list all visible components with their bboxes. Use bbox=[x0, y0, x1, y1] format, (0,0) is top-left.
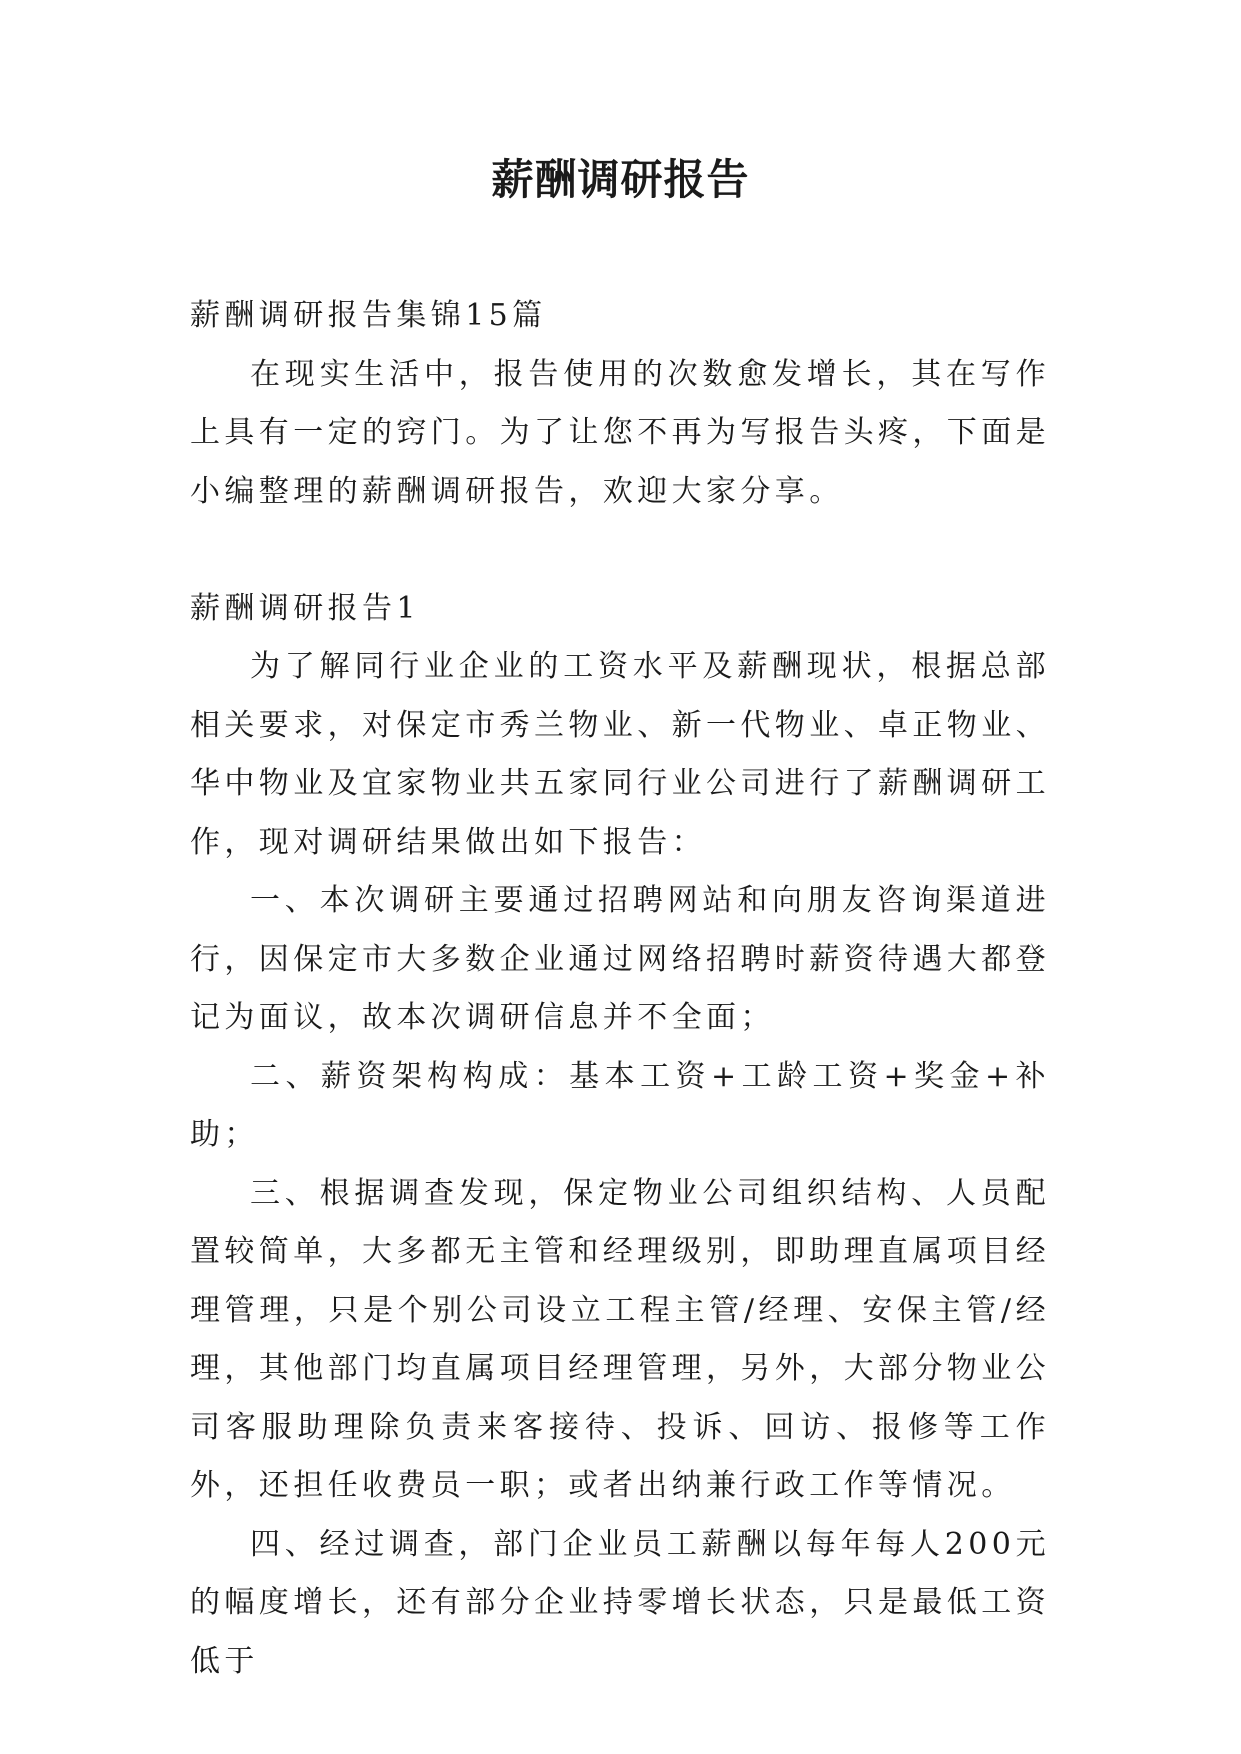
body-paragraph: 二、薪资架构构成：基本工资+工龄工资+奖金+补助； bbox=[190, 1058, 1050, 1152]
section-spacer bbox=[190, 521, 1050, 580]
body-paragraph: 一、本次调研主要通过招聘网站和向朋友咨询渠道进行，因保定市大多数企业通过网络招聘时薪资待遇大都登记为面议，故本次调研信息并不全面； bbox=[190, 883, 1050, 1035]
document-title: 薪酬调研报告 bbox=[491, 155, 750, 204]
body-paragraph: 为了解同行业企业的工资水平及薪酬现状，根据总部相关要求，对保定市秀兰物业、新一代物业、卓正物业、华中物业及宜家物业共五家同行业公司进行了薪酬调研工作，现对调研结果做出如下报告： bbox=[190, 649, 1050, 860]
section-heading: 薪酬调研报告1 bbox=[190, 590, 420, 626]
document-body bbox=[190, 287, 1050, 1691]
collection-heading: 薪酬调研报告集锦15篇 bbox=[190, 298, 547, 333]
body-paragraph: 三、根据调查发现，保定物业公司组织结构、人员配置较简单，大多都无主管和经理级别，即助理直属项目经理管理，只是个别公司设立工程主管/经理、安保主管/经理，其他部门均直属项目经理管理，另外，大部分物业公司客服助理除负责来客接待、投诉、回访、报修等工作外，还担任收费员一职；或者出纳兼行政工作等情况。 bbox=[190, 1175, 1050, 1503]
body-paragraph: 四、经过调查，部门企业员工薪酬以每年每人200元的幅度增长，还有部分企业持零增长状态，只是最低工资低于 bbox=[190, 1526, 1050, 1679]
intro-paragraph: 在现实生活中，报告使用的次数愈发增长，其在写作上具有一定的窍门。为了让您不再为写报告头疼，下面是小编整理的薪酬调研报告，欢迎大家分享。 bbox=[190, 356, 1050, 509]
